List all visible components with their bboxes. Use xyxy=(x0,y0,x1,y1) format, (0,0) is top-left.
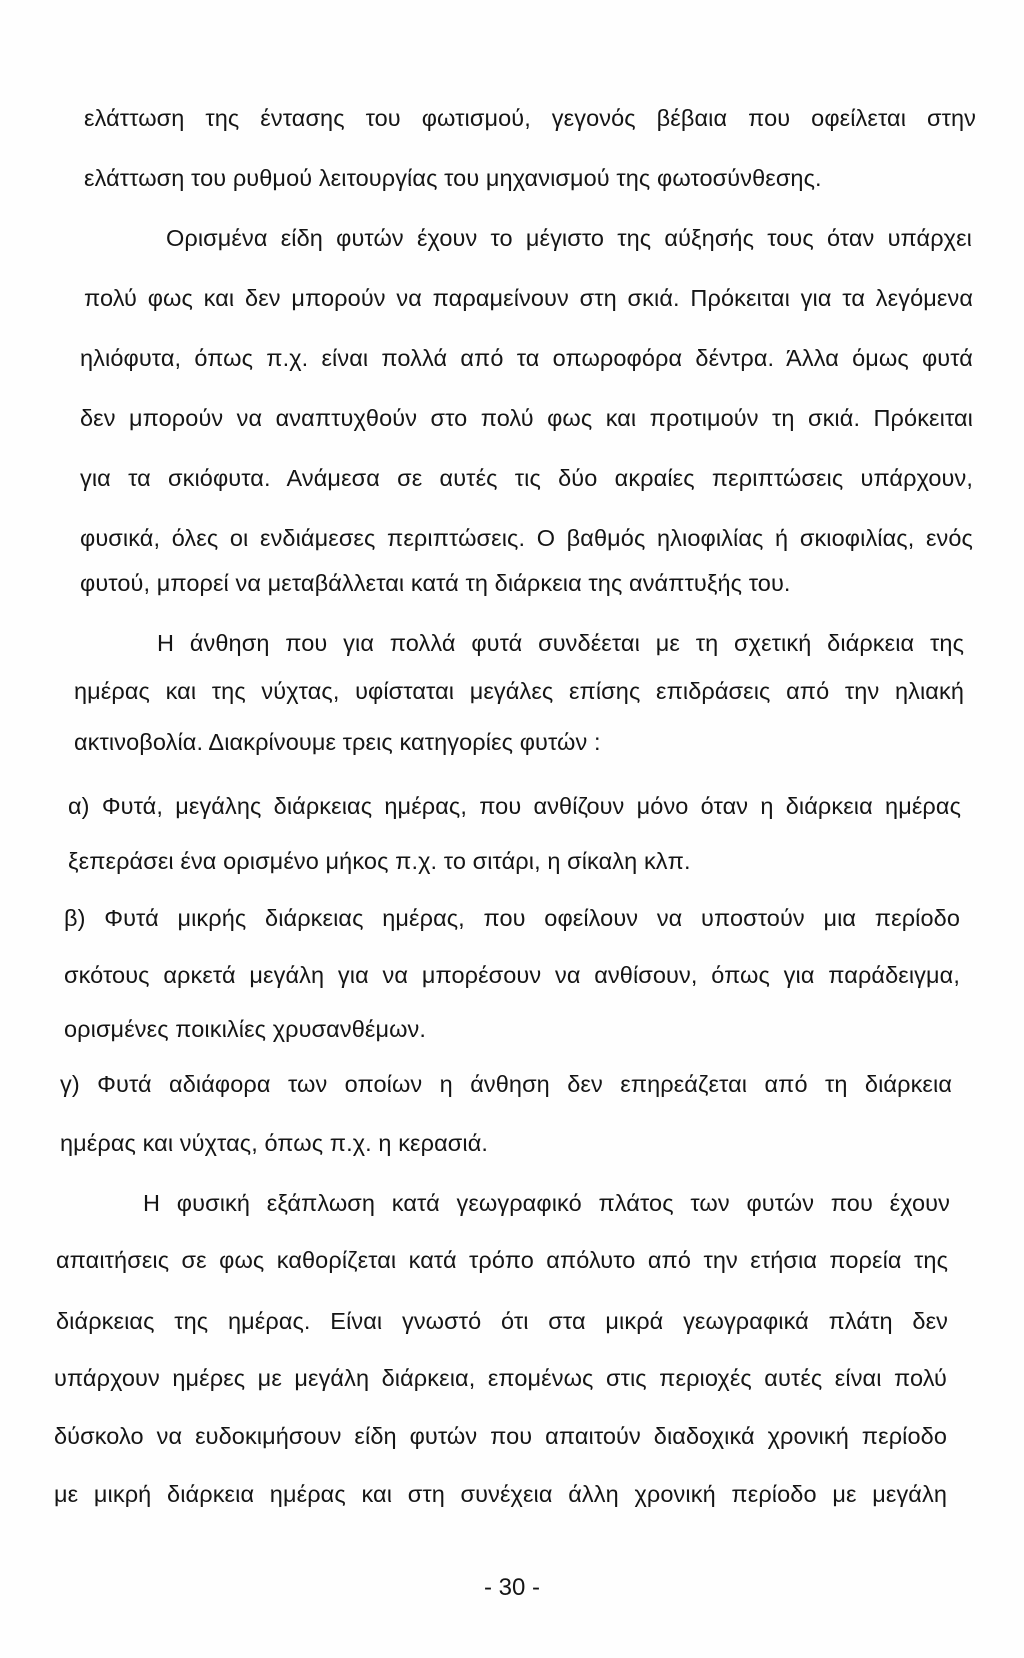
text-line-22: διάρκειας της ημέρας. Είναι γνωστό ότι στα μικρά γεωγραφικά πλάτη δεν xyxy=(56,1308,948,1334)
text-line-15: β) Φυτά μικρής διάρκειας ημέρας, που οφείλουν να υποστούν μια περίοδο xyxy=(64,905,960,931)
text-line-5: ηλιόφυτα, όπως π.χ. είναι πολλά από τα οπωροφόρα δέντρα. Άλλα όμως φυτά xyxy=(80,345,973,371)
text-line-1: ελάττωση της έντασης του φωτισμού, γεγονός βέβαια που οφείλεται στην xyxy=(84,105,976,131)
text-line-4: πολύ φως και δεν μπορούν να παραμείνουν στη σκιά. Πρόκειται για τα λεγόμενα xyxy=(84,285,973,311)
text-line-11: ημέρας και της νύχτας, υφίσταται μεγάλες επίσης επιδράσεις από την ηλιακή xyxy=(74,678,964,704)
text-line-3: Ορισμένα είδη φυτών έχουν το μέγιστο της αύξησής τους όταν υπάρχει xyxy=(166,225,972,251)
text-line-8: φυσικά, όλες οι ενδιάμεσες περιπτώσεις. Ο βαθμός ηλιοφιλίας ή σκιοφιλίας, ενός xyxy=(80,525,973,551)
text-line-18: γ) Φυτά αδιάφορα των οποίων η άνθηση δεν επηρεάζεται από τη διάρκεια xyxy=(60,1071,952,1097)
text-line-24: δύσκολο να ευδοκιμήσουν είδη φυτών που απαιτούν διαδοχικά χρονική περίοδο xyxy=(54,1423,947,1449)
text-line-10: Η άνθηση που για πολλά φυτά συνδέεται με τη σχετική διάρκεια της xyxy=(157,630,964,656)
text-line-25: με μικρή διάρκεια ημέρας και στη συνέχεια άλλη χρονική περίοδο με μεγάλη xyxy=(54,1481,947,1507)
text-line-2: ελάττωση του ρυθμού λειτουργίας του μηχανισμού της φωτοσύνθεσης. xyxy=(84,165,822,191)
text-line-16: σκότους αρκετά μεγάλη για να μπορέσουν να ανθίσουν, όπως για παράδειγμα, xyxy=(64,962,960,988)
text-line-19: ημέρας και νύχτας, όπως π.χ. η κερασιά. xyxy=(60,1130,489,1156)
text-line-20: Η φυσική εξάπλωση κατά γεωγραφικό πλάτος των φυτών που έχουν xyxy=(143,1190,950,1216)
text-line-12: ακτινοβολία. Διακρίνουμε τρεις κατηγορίες φυτών : xyxy=(74,729,601,755)
text-line-13: α) Φυτά, μεγάλης διάρκειας ημέρας, που ανθίζουν μόνο όταν η διάρκεια ημέρας xyxy=(68,793,961,819)
text-line-14: ξεπεράσει ένα ορισμένο μήκος π.χ. το σιτάρι, η σίκαλη κλπ. xyxy=(68,848,691,874)
page-number: - 30 - xyxy=(483,1574,540,1601)
text-line-7: για τα σκιόφυτα. Ανάμεσα σε αυτές τις δύο ακραίες περιπτώσεις υπάρχουν, xyxy=(80,465,973,491)
text-line-23: υπάρχουν ημέρες με μεγάλη διάρκεια, επομένως στις περιοχές αυτές είναι πολύ xyxy=(54,1365,947,1391)
text-line-9: φυτού, μπορεί να μεταβάλλεται κατά τη διάρκεια της ανάπτυξής του. xyxy=(80,570,791,596)
text-line-17: ορισμένες ποικιλίες χρυσανθέμων. xyxy=(64,1016,427,1042)
text-line-21: απαιτήσεις σε φως καθορίζεται κατά τρόπο απόλυτο από την ετήσια πορεία της xyxy=(56,1247,948,1273)
text-line-6: δεν μπορούν να αναπτυχθούν στο πολύ φως και προτιμούν τη σκιά. Πρόκειται xyxy=(80,405,973,431)
